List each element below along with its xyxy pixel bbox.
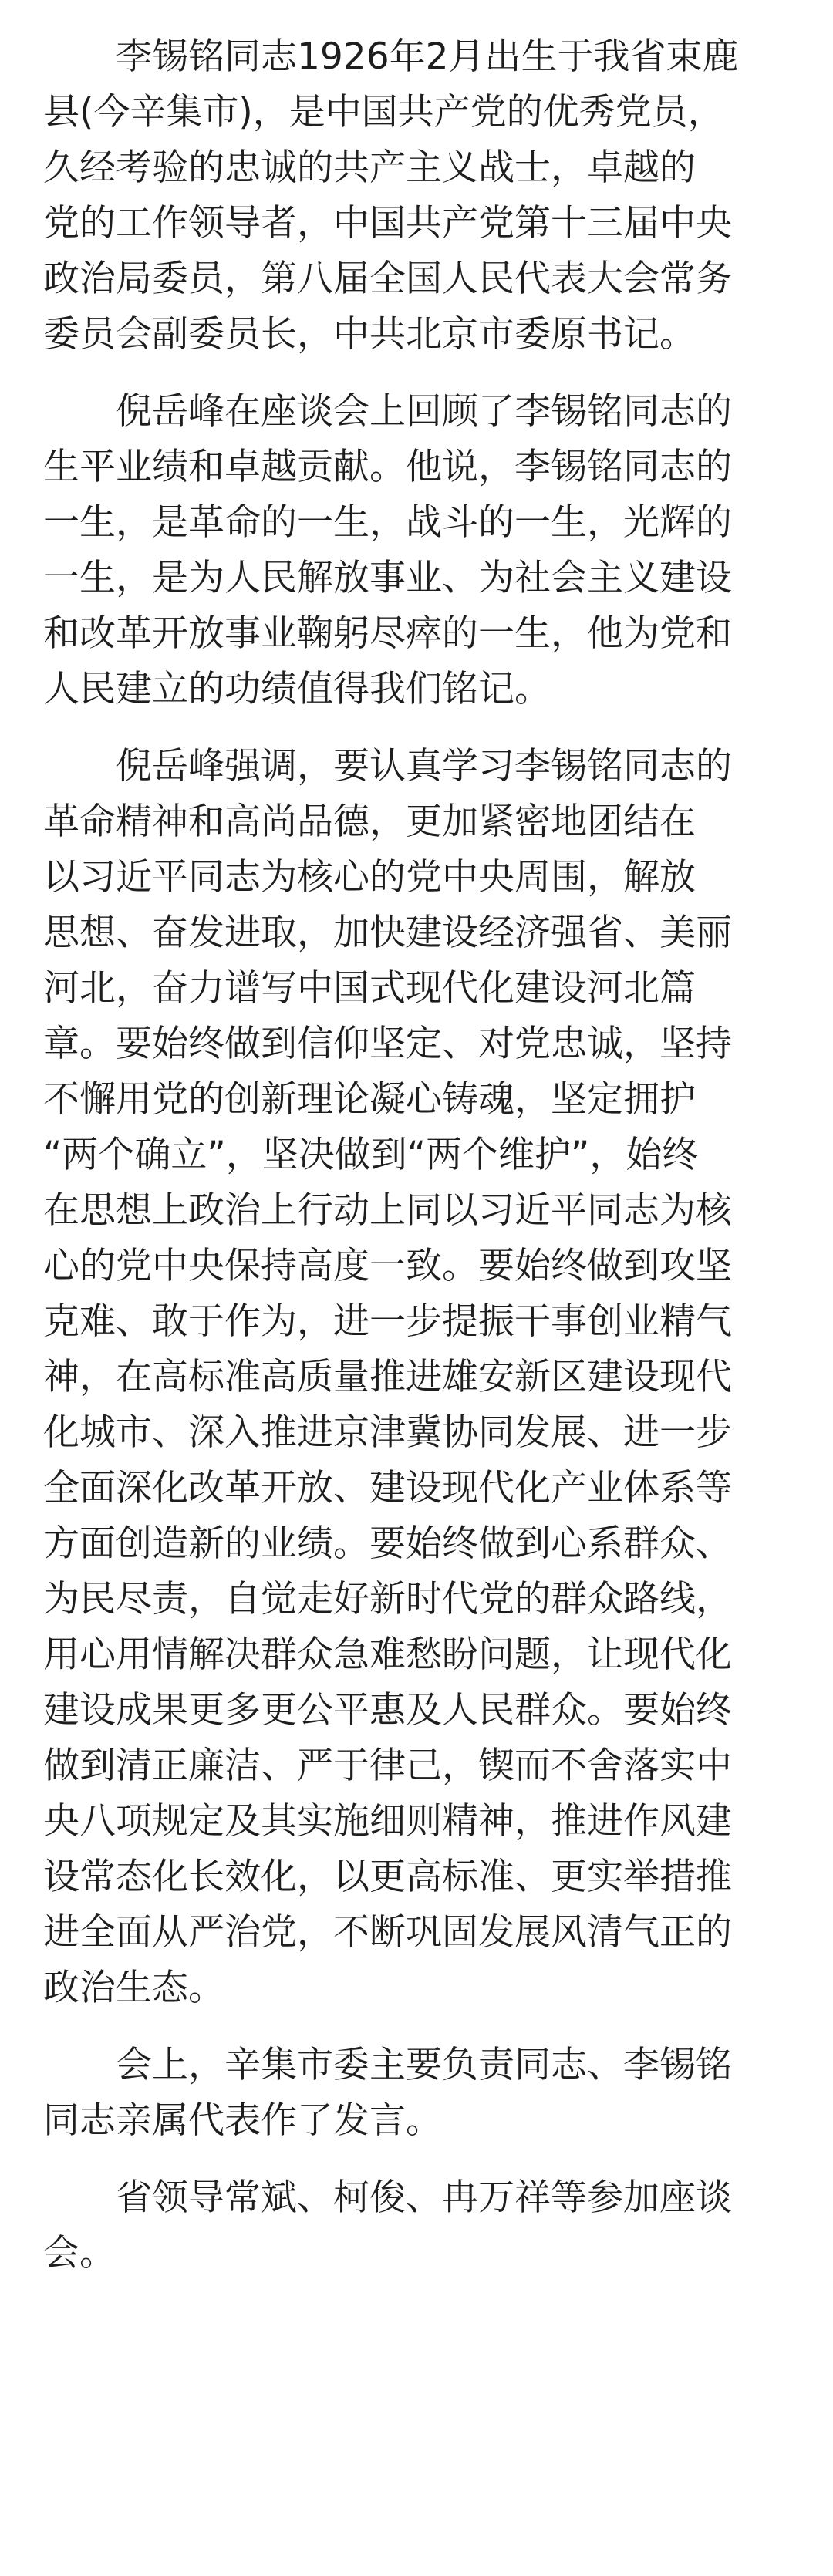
text-line: 心的党中央保持高度一致。要始终做到攻坚	[43, 1245, 732, 1287]
text-line: 倪岳峰在座谈会上回顾了李锡铭同志的	[116, 390, 732, 433]
text-line: 克难、敢于作为，进一步提振干事创业精气	[43, 1300, 732, 1343]
text-line: 设常态化长效化，以更高标准、更实举措推	[43, 1856, 732, 1898]
paragraph-5	[43, 2170, 799, 2281]
text-line: 神，在高标准高质量推进雄安新区建设现代	[43, 1356, 732, 1398]
text-line: 生平业绩和卓越贡献。他说，李锡铭同志的	[43, 446, 732, 488]
paragraph-3	[43, 739, 799, 2016]
text-line: 一生，是为人民解放事业、为社会主义建设	[43, 557, 732, 599]
text-line: 人民建立的功绩值得我们铭记。	[43, 668, 551, 710]
text-line: 全面深化改革开放、建设现代化产业体系等	[43, 1467, 732, 1509]
text-line: 建设成果更多更公平惠及人民群众。要始终	[43, 1689, 732, 1731]
text-line: 会。	[43, 2232, 116, 2274]
text-line: 政治局委员，第八届全国人民代表大会常务	[43, 258, 732, 300]
text-line: 委员会副委员长，中共北京市委原书记。	[43, 313, 696, 356]
text-line: 进全面从严治党，不断巩固发展风清气正的	[43, 1911, 732, 1954]
text-line: 在思想上政治上行动上同以习近平同志为核	[43, 1189, 732, 1232]
text-line: 同志亲属代表作了发言。	[43, 2099, 442, 2142]
article-body	[43, 29, 799, 2303]
text-line: 久经考验的忠诚的共产主义战士，卓越的	[43, 147, 696, 189]
text-line: 方面创造新的业绩。要始终做到心系群众、	[43, 1522, 732, 1565]
text-line: 章。要始终做到信仰坚定、对党忠诚，坚持	[43, 1023, 732, 1065]
text-line: 党的工作领导者，中国共产党第十三届中央	[43, 202, 732, 244]
text-line: “两个确立”，坚决做到“两个维护”，始终	[43, 1134, 699, 1176]
text-line: 会上，辛集市委主要负责同志、李锡铭	[116, 2044, 732, 2086]
text-line: 和改革开放事业鞠躬尽瘁的一生，他为党和	[43, 612, 732, 655]
paragraph-4	[43, 2038, 799, 2149]
text-line: 省领导常斌、柯俊、冉万祥等参加座谈	[116, 2176, 732, 2219]
paragraph-2	[43, 384, 799, 717]
text-line: 央八项规定及其实施细则精神，推进作风建	[43, 1800, 732, 1843]
text-line: 县(今辛集市)，是中国共产党的优秀党员，	[43, 91, 724, 133]
text-line: 政治生态。	[43, 1967, 224, 2009]
text-line: 不懈用党的创新理论凝心铸魂，坚定拥护	[43, 1078, 696, 1121]
text-line: 倪岳峰强调，要认真学习李锡铭同志的	[116, 745, 732, 787]
text-line: 以习近平同志为核心的党中央周围，解放	[43, 856, 696, 899]
paragraph-1	[43, 29, 799, 362]
text-line: 一生，是革命的一生，战斗的一生，光辉的	[43, 501, 732, 544]
text-line: 革命精神和高尚品德，更加紧密地团结在	[43, 801, 696, 843]
text-line: 用心用情解决群众急难愁盼问题，让现代化	[43, 1634, 732, 1676]
text-line: 做到清正廉洁、严于律己，锲而不舍落实中	[43, 1745, 732, 1787]
text-line: 化城市、深入推进京津冀协同发展、进一步	[43, 1411, 732, 1454]
text-line: 思想、奋发进取，加快建设经济强省、美丽	[43, 912, 732, 954]
text-line: 河北，奋力谱写中国式现代化建设河北篇	[43, 967, 696, 1010]
text-line: 李锡铭同志1926年2月出生于我省束鹿	[116, 35, 739, 78]
text-line: 为民尽责，自觉走好新时代党的群众路线，	[43, 1578, 732, 1620]
